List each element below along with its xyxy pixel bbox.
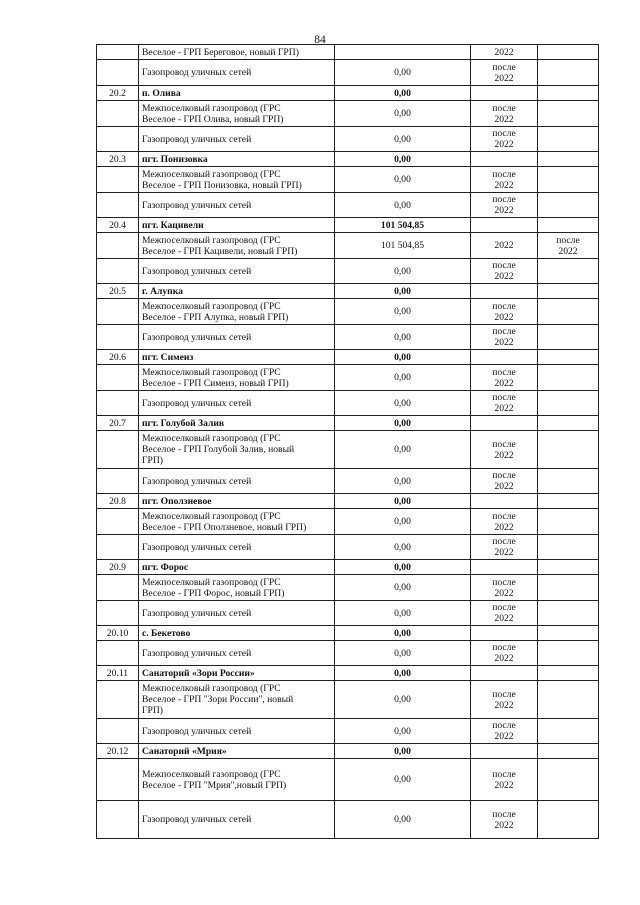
row-value-cell: 0,00	[335, 719, 471, 744]
row-year-cell: после 2022	[471, 601, 538, 626]
row-number-cell	[97, 391, 139, 416]
row-number-cell: 20.4	[97, 218, 139, 233]
row-number-cell	[97, 167, 139, 193]
row-year-cell	[471, 744, 538, 759]
row-name-cell: Газопровод уличных сетей	[139, 325, 335, 350]
row-year-cell: после 2022	[471, 719, 538, 744]
table-row	[97, 350, 599, 365]
table-row	[97, 416, 599, 431]
row-name-cell: Межпоселковый газопровод (ГРС Веселое - ГРП Симеиз, новый ГРП)	[139, 365, 335, 391]
row-year-extra-cell	[538, 284, 599, 299]
row-name-cell: Веселое - ГРП Береговое, новый ГРП)	[139, 45, 335, 60]
row-name-cell: Межпоселковый газопровод (ГРС Веселое - ГРП Олива, новый ГРП)	[139, 101, 335, 127]
row-number-cell	[97, 601, 139, 626]
row-number-cell	[97, 233, 139, 259]
table-row	[97, 494, 599, 509]
table-row	[97, 45, 599, 60]
row-year-cell: после 2022	[471, 641, 538, 666]
row-value-cell: 101 504,85	[335, 233, 471, 259]
row-name-cell: Санаторий «Зори России»	[139, 666, 335, 681]
row-number-cell	[97, 365, 139, 391]
row-year-extra-cell	[538, 626, 599, 641]
row-year-extra-cell	[538, 45, 599, 60]
row-value-cell: 0,00	[335, 284, 471, 299]
row-year-cell: после 2022	[471, 801, 538, 839]
row-year-cell: 2022	[471, 45, 538, 60]
row-value-cell: 0,00	[335, 101, 471, 127]
row-year-extra-cell	[538, 152, 599, 167]
row-number-cell: 20.2	[97, 86, 139, 101]
row-value-cell: 0,00	[335, 86, 471, 101]
row-value-cell: 0,00	[335, 666, 471, 681]
table-row	[97, 535, 599, 560]
table-row	[97, 601, 599, 626]
row-value-cell: 0,00	[335, 744, 471, 759]
row-year-cell: после 2022	[471, 509, 538, 535]
row-number-cell	[97, 431, 139, 469]
row-name-cell: Газопровод уличных сетей	[139, 801, 335, 839]
table-row	[97, 801, 599, 839]
row-value-cell: 0,00	[335, 193, 471, 218]
row-number-cell	[97, 469, 139, 494]
row-value-cell: 0,00	[335, 681, 471, 719]
gas-pipeline-table	[96, 44, 599, 839]
row-year-cell: 2022	[471, 233, 538, 259]
table-row	[97, 469, 599, 494]
row-number-cell	[97, 325, 139, 350]
row-number-cell	[97, 719, 139, 744]
row-number-cell	[97, 193, 139, 218]
row-value-cell: 0,00	[335, 325, 471, 350]
row-name-cell: Газопровод уличных сетей	[139, 259, 335, 284]
row-year-extra-cell	[538, 535, 599, 560]
table-row	[97, 560, 599, 575]
row-value-cell: 0,00	[335, 535, 471, 560]
row-year-cell	[471, 350, 538, 365]
row-year-cell	[471, 626, 538, 641]
row-number-cell: 20.12	[97, 744, 139, 759]
row-year-extra-cell	[538, 744, 599, 759]
row-year-cell	[471, 86, 538, 101]
table-row	[97, 193, 599, 218]
row-name-cell: Межпоселковый газопровод (ГРС Веселое - ГРП Алупка, новый ГРП)	[139, 299, 335, 325]
row-value-cell: 0,00	[335, 626, 471, 641]
row-value-cell: 0,00	[335, 494, 471, 509]
row-value-cell: 0,00	[335, 560, 471, 575]
row-year-cell	[471, 416, 538, 431]
table-row	[97, 391, 599, 416]
row-name-cell: Межпоселковый газопровод (ГРС Веселое - ГРП Голубой Залив, новый ГРП)	[139, 431, 335, 469]
row-year-extra-cell	[538, 601, 599, 626]
row-year-extra-cell: после 2022	[538, 233, 599, 259]
table-row	[97, 218, 599, 233]
row-number-cell	[97, 641, 139, 666]
row-year-cell: после 2022	[471, 431, 538, 469]
row-name-cell: г. Алупка	[139, 284, 335, 299]
row-number-cell	[97, 101, 139, 127]
table-row	[97, 152, 599, 167]
row-year-extra-cell	[538, 431, 599, 469]
row-name-cell: Межпоселковый газопровод (ГРС Веселое - ГРП "Зори России", новый ГРП)	[139, 681, 335, 719]
table-row	[97, 744, 599, 759]
row-number-cell	[97, 759, 139, 801]
table-row	[97, 365, 599, 391]
table-row	[97, 681, 599, 719]
row-value-cell: 0,00	[335, 575, 471, 601]
row-year-cell: после 2022	[471, 299, 538, 325]
table-row	[97, 101, 599, 127]
row-number-cell	[97, 45, 139, 60]
row-value-cell: 0,00	[335, 509, 471, 535]
row-value-cell: 0,00	[335, 431, 471, 469]
row-value-cell	[335, 45, 471, 60]
row-year-cell	[471, 152, 538, 167]
row-number-cell: 20.6	[97, 350, 139, 365]
row-year-extra-cell	[538, 509, 599, 535]
row-year-cell	[471, 560, 538, 575]
row-year-extra-cell	[538, 494, 599, 509]
row-year-cell: после 2022	[471, 325, 538, 350]
table-row	[97, 284, 599, 299]
row-value-cell: 0,00	[335, 299, 471, 325]
row-name-cell: Межпоселковый газопровод (ГРС Веселое - ГРП Оползневое, новый ГРП)	[139, 509, 335, 535]
row-name-cell: Газопровод уличных сетей	[139, 535, 335, 560]
row-name-cell: пгт. Форос	[139, 560, 335, 575]
row-number-cell: 20.5	[97, 284, 139, 299]
row-year-extra-cell	[538, 681, 599, 719]
table-row	[97, 86, 599, 101]
row-number-cell: 20.3	[97, 152, 139, 167]
row-value-cell: 0,00	[335, 801, 471, 839]
table-row	[97, 325, 599, 350]
row-number-cell: 20.9	[97, 560, 139, 575]
table-row	[97, 299, 599, 325]
row-name-cell: Газопровод уличных сетей	[139, 469, 335, 494]
row-number-cell	[97, 299, 139, 325]
row-value-cell: 0,00	[335, 391, 471, 416]
row-year-cell: после 2022	[471, 60, 538, 86]
row-value-cell: 0,00	[335, 759, 471, 801]
table-row	[97, 575, 599, 601]
row-name-cell: Санаторий «Мрия»	[139, 744, 335, 759]
row-year-cell: после 2022	[471, 535, 538, 560]
row-name-cell: Межпоселковый газопровод (ГРС Веселое - ГРП Понизовка, новый ГРП)	[139, 167, 335, 193]
row-name-cell: Газопровод уличных сетей	[139, 193, 335, 218]
row-number-cell	[97, 509, 139, 535]
table-row	[97, 127, 599, 152]
row-name-cell: Газопровод уличных сетей	[139, 601, 335, 626]
row-year-extra-cell	[538, 666, 599, 681]
row-year-cell	[471, 494, 538, 509]
row-name-cell: Газопровод уличных сетей	[139, 127, 335, 152]
row-year-extra-cell	[538, 218, 599, 233]
row-year-cell: после 2022	[471, 193, 538, 218]
row-value-cell: 0,00	[335, 127, 471, 152]
row-name-cell: пгт. Оползневое	[139, 494, 335, 509]
row-number-cell	[97, 801, 139, 839]
row-value-cell: 0,00	[335, 152, 471, 167]
row-year-cell: после 2022	[471, 681, 538, 719]
row-number-cell	[97, 681, 139, 719]
table-body	[97, 45, 599, 839]
row-year-extra-cell	[538, 719, 599, 744]
table-row	[97, 60, 599, 86]
row-year-extra-cell	[538, 801, 599, 839]
row-number-cell: 20.8	[97, 494, 139, 509]
row-number-cell	[97, 127, 139, 152]
row-number-cell: 20.11	[97, 666, 139, 681]
row-name-cell: пгт. Понизовка	[139, 152, 335, 167]
row-number-cell	[97, 259, 139, 284]
row-value-cell: 0,00	[335, 350, 471, 365]
row-year-extra-cell	[538, 167, 599, 193]
table-row	[97, 431, 599, 469]
row-year-cell: после 2022	[471, 167, 538, 193]
row-name-cell: пгт. Голубой Залив	[139, 416, 335, 431]
row-year-extra-cell	[538, 101, 599, 127]
row-year-extra-cell	[538, 575, 599, 601]
row-name-cell: Газопровод уличных сетей	[139, 391, 335, 416]
row-year-extra-cell	[538, 759, 599, 801]
row-number-cell	[97, 60, 139, 86]
table-row	[97, 259, 599, 284]
row-year-extra-cell	[538, 391, 599, 416]
table-row	[97, 167, 599, 193]
row-name-cell: Межпоселковый газопровод (ГРС Веселое - ГРП Форос, новый ГРП)	[139, 575, 335, 601]
row-number-cell: 20.7	[97, 416, 139, 431]
row-name-cell: пгт. Кацивели	[139, 218, 335, 233]
row-year-cell: после 2022	[471, 101, 538, 127]
row-year-cell: после 2022	[471, 759, 538, 801]
table-row	[97, 641, 599, 666]
row-year-cell	[471, 284, 538, 299]
row-name-cell: п. Олива	[139, 86, 335, 101]
table-row	[97, 666, 599, 681]
row-value-cell: 0,00	[335, 601, 471, 626]
table-row	[97, 233, 599, 259]
row-year-extra-cell	[538, 641, 599, 666]
table-row	[97, 759, 599, 801]
row-year-extra-cell	[538, 416, 599, 431]
row-value-cell: 0,00	[335, 469, 471, 494]
table-row	[97, 626, 599, 641]
row-year-extra-cell	[538, 60, 599, 86]
table-row	[97, 719, 599, 744]
row-year-extra-cell	[538, 299, 599, 325]
row-year-cell: после 2022	[471, 469, 538, 494]
table-row	[97, 509, 599, 535]
row-value-cell: 0,00	[335, 641, 471, 666]
row-value-cell: 0,00	[335, 60, 471, 86]
row-number-cell: 20.10	[97, 626, 139, 641]
row-year-extra-cell	[538, 469, 599, 494]
row-name-cell: Газопровод уличных сетей	[139, 641, 335, 666]
row-value-cell: 0,00	[335, 416, 471, 431]
row-year-cell: после 2022	[471, 575, 538, 601]
row-value-cell: 0,00	[335, 365, 471, 391]
row-name-cell: Газопровод уличных сетей	[139, 60, 335, 86]
row-year-cell: после 2022	[471, 127, 538, 152]
row-number-cell	[97, 575, 139, 601]
row-year-extra-cell	[538, 86, 599, 101]
row-value-cell: 0,00	[335, 259, 471, 284]
row-year-cell	[471, 218, 538, 233]
row-value-cell: 0,00	[335, 167, 471, 193]
row-name-cell: с. Бекетово	[139, 626, 335, 641]
row-year-extra-cell	[538, 127, 599, 152]
row-year-cell: после 2022	[471, 259, 538, 284]
page-number: 84	[314, 34, 326, 46]
row-name-cell: Газопровод уличных сетей	[139, 719, 335, 744]
row-name-cell: пгт. Симеиз	[139, 350, 335, 365]
row-number-cell	[97, 535, 139, 560]
row-year-extra-cell	[538, 350, 599, 365]
row-year-cell: после 2022	[471, 365, 538, 391]
row-year-cell	[471, 666, 538, 681]
row-name-cell: Межпоселковый газопровод (ГРС Веселое - ГРП Кацивели, новый ГРП)	[139, 233, 335, 259]
row-year-extra-cell	[538, 193, 599, 218]
row-year-extra-cell	[538, 325, 599, 350]
row-year-cell: после 2022	[471, 391, 538, 416]
row-year-extra-cell	[538, 259, 599, 284]
row-year-extra-cell	[538, 560, 599, 575]
row-value-cell: 101 504,85	[335, 218, 471, 233]
row-year-extra-cell	[538, 365, 599, 391]
row-name-cell: Межпоселковый газопровод (ГРС Веселое - ГРП "Мрия",новый ГРП)	[139, 759, 335, 801]
